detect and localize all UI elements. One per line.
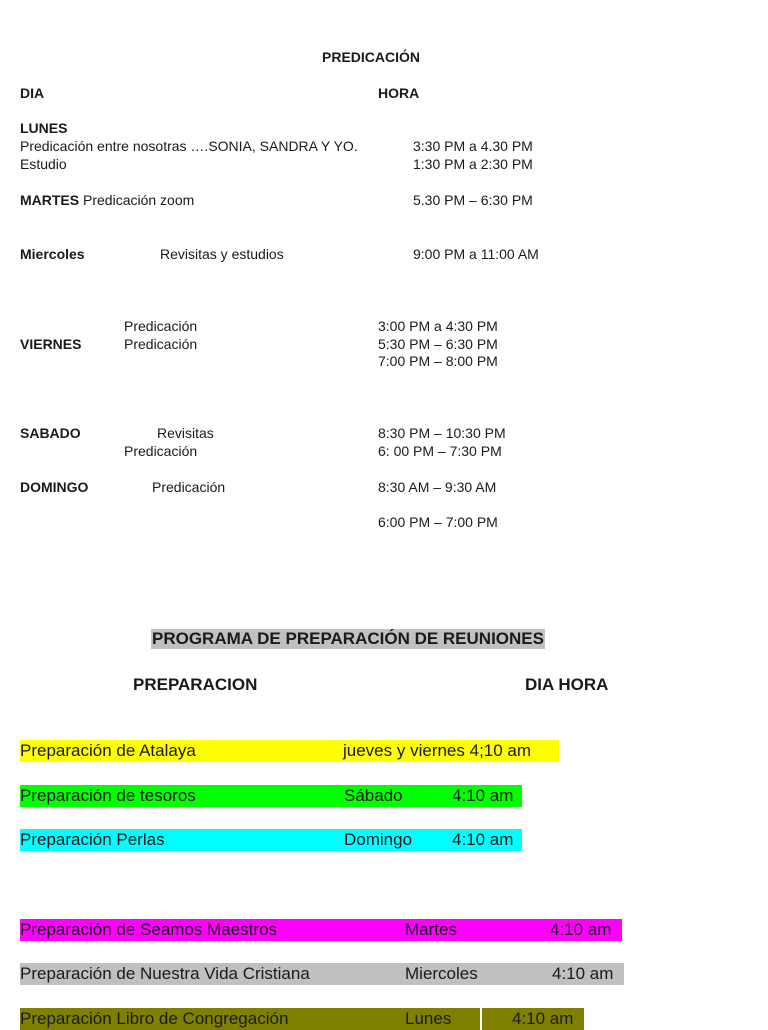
program-row-time: 4:10 am (452, 786, 514, 805)
day-miercoles: Miercoles (20, 246, 85, 262)
program-row-time: 4:10 am (512, 1009, 574, 1028)
program-row-day: Miercoles (405, 964, 478, 983)
program-title: PROGRAMA DE PREPARACIÓN DE REUNIONES (152, 629, 544, 648)
viernes-activity-1: Predicación (124, 318, 198, 334)
domingo-time-2: 6:00 PM – 7:00 PM (378, 514, 498, 530)
program-row-time: 4:10 am (550, 920, 612, 939)
viernes-activity-2: Predicación (124, 336, 198, 352)
miercoles-activity: Revisitas y estudios (160, 246, 284, 262)
day-lunes: LUNES (20, 120, 68, 136)
program-row-day: Martes (405, 920, 457, 939)
program-row-libro-congregacion (20, 1008, 584, 1030)
sabado-time-1: 8:30 PM – 10:30 PM (378, 425, 506, 441)
sabado-activity-1: Revisitas (157, 425, 214, 441)
program-row-day: Domingo (344, 830, 413, 849)
viernes-time-3: 7:00 PM – 8:00 PM (378, 353, 498, 369)
martes-row (20, 192, 194, 209)
cell-divider (480, 1008, 482, 1030)
program-column-dia-hora: DIA HORA (525, 675, 609, 694)
program-row-vida-cristiana (20, 963, 624, 985)
column-header-dia: DIA (20, 85, 45, 101)
program-row-day: Lunes (405, 1009, 452, 1028)
martes-time: 5.30 PM – 6:30 PM (413, 192, 533, 208)
program-row-day: jueves y viernes 4;10 am (343, 741, 532, 760)
viernes-time-1: 3:00 PM a 4:30 PM (378, 318, 498, 334)
miercoles-time: 9:00 PM a 11:00 AM (413, 246, 539, 262)
program-row-time: 4:10 am (452, 830, 514, 849)
program-row-name: Preparación de Seamos Maestros (20, 920, 278, 939)
day-martes: MARTES (20, 192, 80, 208)
day-domingo: DOMINGO (20, 479, 89, 495)
day-viernes: VIERNES (20, 336, 82, 352)
program-row-tesoros (20, 785, 522, 807)
domingo-time-1: 8:30 AM – 9:30 AM (378, 479, 497, 495)
lunes-time-2: 1:30 PM a 2:30 PM (413, 156, 533, 172)
program-row-time: 4:10 am (552, 964, 614, 983)
program-column-preparacion: PREPARACION (133, 675, 258, 694)
lunes-activity-2: Estudio (20, 156, 67, 172)
lunes-time-1: 3:30 PM a 4.30 PM (413, 138, 533, 154)
program-row-perlas (20, 829, 522, 851)
program-row-day: Sábado (344, 786, 403, 805)
day-sabado: SABADO (20, 425, 81, 441)
program-row-seamos-maestros (20, 919, 622, 941)
program-row-name: Preparación Libro de Congregación (20, 1009, 289, 1028)
martes-activity: Predicación zoom (83, 192, 195, 208)
program-row-name: Preparación Perlas (20, 830, 165, 849)
viernes-time-2: 5:30 PM – 6:30 PM (378, 336, 498, 352)
sabado-activity-2: Predicación (124, 443, 198, 459)
program-row-name: Preparación de tesoros (20, 786, 196, 805)
page-title: PREDICACIÓN (322, 49, 421, 65)
program-row-name: Preparación de Nuestra Vida Cristiana (20, 964, 310, 983)
program-row-name: Preparación de Atalaya (20, 741, 196, 760)
domingo-activity: Predicación (152, 479, 226, 495)
sabado-time-2: 6: 00 PM – 7:30 PM (378, 443, 502, 459)
column-header-hora: HORA (378, 85, 420, 101)
lunes-activity-1: Predicación entre nosotras ….SONIA, SANDRA Y YO. (20, 138, 358, 154)
program-row-atalaya (20, 740, 559, 762)
